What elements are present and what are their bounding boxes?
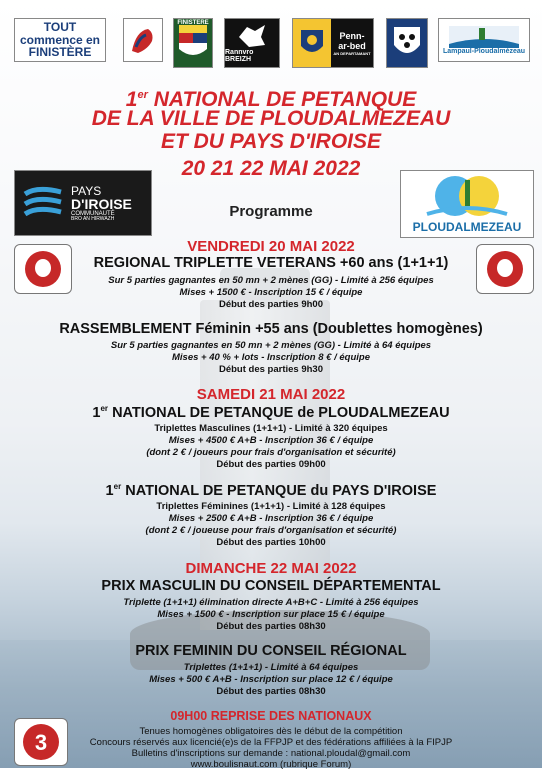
penn-ar-bed-logo: [292, 18, 374, 68]
day-sunday: DIMANCHE 22 MAI 2022: [185, 560, 357, 577]
event-prix-feminin-title: PRIX FEMININ DU CONSEIL RÉGIONAL: [135, 643, 407, 659]
day-friday: VENDREDI 20 MAI 2022: [187, 238, 355, 255]
title-num: 1: [105, 482, 114, 499]
footer-line: Concours réservés aux licencié(e)s de la FFPJP et des fédérations affiliées à la FIPJP: [89, 737, 453, 748]
pays-iroise-line3: COMMUNAUTÉ: [71, 210, 115, 217]
title-line-3: ET DU PAYS D'IROISE: [160, 130, 382, 153]
title-sup: er: [113, 482, 122, 491]
event-national-ploudalmezeau-line: Mises + 4500 € A+B - Inscription 36 € / équipe: [168, 435, 374, 446]
event-veterans-line: Sur 5 parties gagnantes en 50 mn + 2 mènes (GG) - Limité à 256 équipes: [108, 275, 434, 286]
event-prix-feminin-line: Mises + 500 € A+B - Inscription sur place 12 € / équipe: [149, 674, 393, 685]
event-national-iroise-line: Triplettes Féminines (1+1+1) - Limité à 128 équipes: [156, 501, 386, 512]
lion-crest-icon: [299, 28, 325, 58]
ploudalmezeau-crest-logo: [386, 18, 428, 68]
pays-iroise-line2: D'IROISE: [71, 195, 132, 212]
event-national-iroise-line: (dont 2 € / joueuse pour frais d'organisation et sécurité): [145, 525, 397, 536]
event-national-iroise-line: Début des parties 10h00: [216, 537, 326, 548]
rannvro-breizh-text: Rannvro BREIZH: [225, 49, 254, 63]
event-rassemblement-line: Sur 5 parties gagnantes en 50 mn + 2 mènes (GG) - Limité à 64 équipes: [110, 340, 432, 351]
lampaul-logo: [438, 18, 530, 62]
footer-link[interactable]: www.boulisnaut.com (rubrique Forum): [190, 759, 352, 770]
rannvro-breizh-logo: [224, 18, 280, 68]
brittany-map-icon: [237, 23, 267, 49]
event-national-iroise-line: Mises + 2500 € A+B - Inscription 36 € / équipe: [168, 513, 374, 524]
title-sup: er: [137, 89, 148, 101]
crest-icon: [177, 23, 209, 63]
event-prix-feminin-line: Début des parties 08h30: [216, 686, 326, 697]
lampaul-text: Lampaul-Ploudalmézeau: [442, 47, 526, 55]
pays-iroise-line4: BRO AN HIRWAZH: [71, 215, 115, 222]
event-national-ploudalmezeau-title: [0, 404, 542, 421]
event-rassemblement-line: Début des parties 9h30: [218, 364, 323, 375]
penn-ar-bed-textblock: [331, 19, 373, 67]
day-saturday: SAMEDI 21 MAI 2022: [196, 386, 346, 403]
program-title: Programme: [229, 203, 313, 220]
ploudalmezeau-text: PLOUDALMEZEAU: [412, 220, 522, 234]
title-num: 1: [92, 404, 101, 421]
penn-ar-bed-emblem: [293, 19, 331, 67]
title-line-1: 1er NATIONAL DE PETANQUE: [125, 88, 417, 111]
event-veterans-line: Début des parties 9h00: [218, 299, 323, 310]
event-prix-feminin-line: Triplettes (1+1+1) - Limité à 64 équipes: [183, 662, 359, 673]
three-logo-icon: [22, 723, 60, 761]
event-veterans-line: Mises + 1500 € - Inscription 15 € / équipe: [179, 287, 363, 298]
tout-commence-logo: [14, 18, 106, 62]
penn-ar-bed-sub: AN DEPARTAMANT: [333, 50, 371, 56]
event-national-ploudalmezeau-line: (dont 2 € / joueurs pour frais d'organisation et sécurité): [146, 447, 396, 458]
tout-commence-text: TOUT commence en FINISTÈRE: [19, 20, 101, 60]
rooster-logo: [123, 18, 163, 62]
pays-iroise-line1: PAYS: [71, 183, 102, 198]
title-line-1-text: NATIONAL DE PETANQUE: [153, 88, 417, 111]
penn-ar-bed-text: Penn-ar-bed: [338, 30, 366, 51]
event-dates: 20 21 22 MAI 2022: [181, 157, 361, 180]
boule-club-logo-bottom: [14, 718, 68, 766]
event-prix-masculin-line: Mises + 1500 € - Inscription sur place 15 € / équipe: [157, 609, 385, 620]
event-rassemblement-line: Mises + 40 % + lots - Inscription 8 € / équipe: [172, 352, 370, 363]
event-national-ploudalmezeau-line: Triplettes Masculines (1+1+1) - Limité à 320 équipes: [154, 423, 388, 434]
svg-text:3: 3: [34, 730, 48, 755]
event-prix-masculin-title: PRIX MASCULIN DU CONSEIL DÉPARTEMENTAL: [101, 578, 441, 594]
finistere-crest-logo: [173, 18, 213, 68]
footer-line: Bulletins d'inscriptions sur demande : national.ploudal@gmail.com: [131, 748, 411, 759]
event-veterans-title: REGIONAL TRIPLETTE VETERANS +60 ans (1+1+1): [93, 255, 449, 271]
finistere-label: FINISTERE: [177, 20, 209, 26]
title-text: NATIONAL DE PETANQUE de PLOUDALMEZEAU: [112, 404, 450, 421]
rooster-icon: [128, 23, 158, 57]
event-national-ploudalmezeau-line: Début des parties 09h00: [216, 459, 326, 470]
footer-line: Tenues homogènes obligatoires dès le début de la compétition: [139, 726, 403, 737]
event-rassemblement-title: RASSEMBLEMENT Féminin +55 ans (Doublettes homogènes): [59, 321, 483, 337]
reprise-nationaux: 09H00 REPRISE DES NATIONAUX: [170, 709, 372, 723]
crest-icon: [391, 23, 423, 63]
event-prix-masculin-line: Début des parties 08h30: [216, 621, 326, 632]
lampaul-emblem-icon: [449, 26, 519, 48]
event-national-iroise-title: [0, 482, 542, 499]
title-sup: er: [100, 404, 109, 413]
event-prix-masculin-line: Triplette (1+1+1) élimination directe A+B+C - Limité à 256 équipes: [123, 597, 419, 608]
title-line-2: DE LA VILLE DE PLOUDALMEZEAU: [91, 107, 451, 130]
title-text: NATIONAL DE PETANQUE du PAYS D'IROISE: [125, 482, 437, 499]
